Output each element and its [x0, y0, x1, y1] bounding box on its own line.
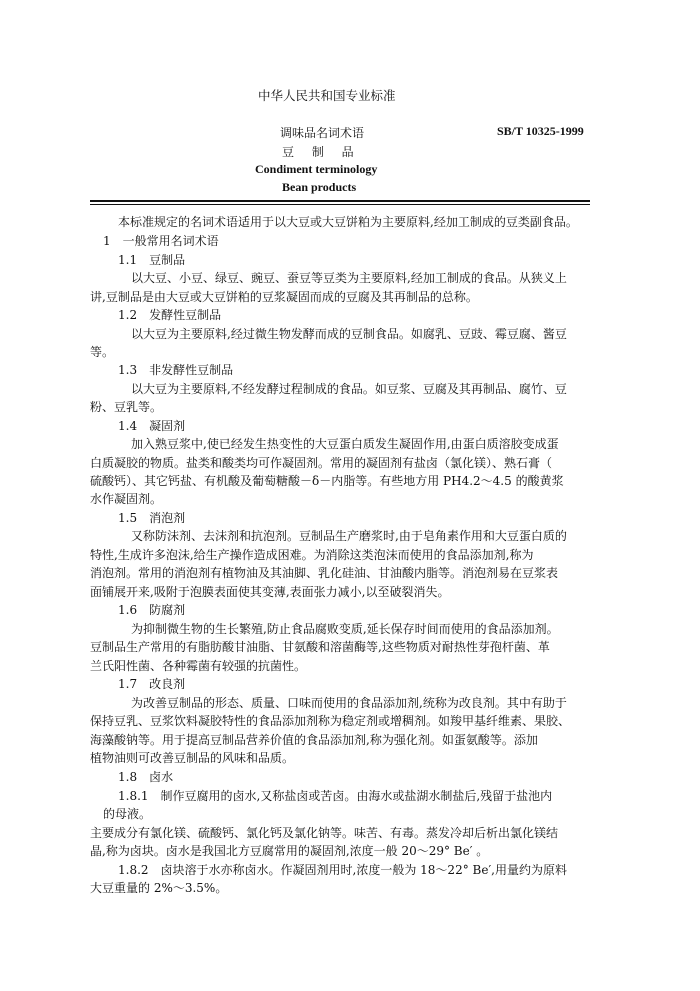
term-heading: 1.3 非发酵性豆制品 — [118, 363, 234, 377]
term-heading: 1.1 豆制品 — [118, 253, 186, 267]
standard-title: 中华人民共和国专业标准 — [258, 88, 396, 103]
section-heading: 1 一般常用名词术语 — [103, 234, 219, 248]
term-heading: 1.2 发酵性豆制品 — [118, 308, 222, 322]
definition-line: 兰氏阳性菌、各种霉菌有较强的抗菌性。 — [90, 659, 307, 673]
definition-line: 又称防沫剂、去沫剂和抗泡剂。豆制品生产磨浆时,由于皂角素作用和大豆蛋白质的 — [131, 529, 567, 543]
header-divider-thin — [90, 204, 590, 205]
subterm-line: 1.8.2 卤块溶于水亦称卤水。作凝固剂用时,浓度一般为 18～22° Be′,用量约为原料 — [118, 863, 567, 877]
definition-line: 为改善豆制品的形态、质量、口味而使用的食品添加剂,统称为改良剂。其中有助于 — [131, 696, 567, 710]
definition-line: 等。 — [90, 345, 115, 359]
term-heading: 1.5 消泡剂 — [118, 511, 186, 525]
subterm-line: 1.8.1 制作豆腐用的卤水,又称盐卤或苦卤。由海水或盐湖水制盐后,残留于盐池内 — [118, 789, 553, 803]
header-divider — [90, 200, 590, 202]
intro-paragraph: 本标准规定的名词术语适用于以大豆或大豆饼粕为主要原料,经加工制成的豆类副食品。 — [118, 215, 578, 229]
definition-line: 的母液。 — [103, 807, 152, 821]
definition-line: 以大豆为主要原料,经过微生物发酵而成的豆制食品。如腐乳、豆豉、霉豆腐、酱豆 — [131, 327, 567, 341]
definition-line: 豆制品生产常用的有脂肪酸甘油脂、甘氨酸和溶菌酶等,这些物质对耐热性芽孢杆菌、革 — [90, 640, 550, 654]
definition-line: 粉、豆乳等。 — [90, 400, 163, 414]
definition-line: 水作凝固剂。 — [90, 492, 163, 506]
definition-line: 特性,生成许多泡沫,给生产操作造成困难。为消除这类泡沫而使用的食品添加剂,称为 — [90, 548, 534, 562]
definition-line: 白质凝胶的物质。盐类和酸类均可作凝固剂。常用的凝固剂有盐卤（氯化镁）、熟石膏（ — [90, 456, 553, 470]
definition-line: 主要成分有氯化镁、硫酸钙、氯化钙及氯化钠等。味苦、有毒。蒸发冷却后析出氯化镁结 — [90, 826, 559, 840]
document-title-cn: 调味品名词术语 — [280, 126, 365, 140]
standard-code: SB/T 10325-1999 — [497, 124, 584, 138]
term-heading: 1.8 卤水 — [118, 770, 174, 784]
definition-line: 晶,称为卤块。卤水是我国北方豆腐常用的凝固剂,浓度一般 20～29° Be′ 。 — [90, 844, 489, 858]
definition-line: 面铺展开来,吸附于泡膜表面使其变薄,表面张力减小,以至破裂消失。 — [90, 585, 450, 599]
definition-line: 为抑制微生物的生长繁殖,防止食品腐败变质,延长保存时间而使用的食品添加剂。 — [131, 622, 559, 636]
definition-line: 保持豆乳、豆浆饮料凝胶特性的食品添加剂称为稳定剂或增稠剂。如羧甲基纤维素、果胶、 — [90, 714, 571, 728]
document-subtitle-en: Bean products — [282, 180, 357, 194]
definition-line: 植物油则可改善豆制品的风味和品质。 — [90, 751, 295, 765]
definition-line: 讲,豆制品是由大豆或大豆饼粕的豆浆凝固而成的豆腐及其再制品的总称。 — [90, 290, 478, 304]
definition-line: 以大豆为主要原料,不经发酵过程制成的食品。如豆浆、豆腐及其再制品、腐竹、豆 — [131, 382, 567, 396]
document-title-en: Condiment terminology — [255, 162, 378, 176]
term-heading: 1.6 防腐剂 — [118, 603, 186, 617]
definition-line: 大豆重量的 2%～3.5%。 — [90, 881, 228, 895]
term-heading: 1.4 凝固剂 — [118, 419, 186, 433]
term-heading: 1.7 改良剂 — [118, 677, 186, 691]
definition-line: 海藻酸钠等。用于提高豆制品营养价值的食品添加剂,称为强化剂。如蛋氨酸等。添加 — [90, 733, 538, 747]
definition-line: 以大豆、小豆、绿豆、豌豆、蚕豆等豆类为主要原料,经加工制成的食品。从狭义上 — [131, 271, 567, 285]
definition-line: 消泡剂。常用的消泡剂有植物油及其油脚、乳化硅油、甘油酸内脂等。消泡剂易在豆浆表 — [90, 566, 559, 580]
definition-line: 硫酸钙）、其它钙盐、有机酸及葡萄糖酸－δ－内脂等。有些地方用 PH4.2～4.5 的酸黄浆 — [90, 474, 564, 488]
document-subtitle-cn: 豆 制 品 — [282, 145, 361, 159]
definition-line: 加入熟豆浆中,使已经发生热变性的大豆蛋白质发生凝固作用,由蛋白质溶胶变成蛋 — [131, 437, 559, 451]
